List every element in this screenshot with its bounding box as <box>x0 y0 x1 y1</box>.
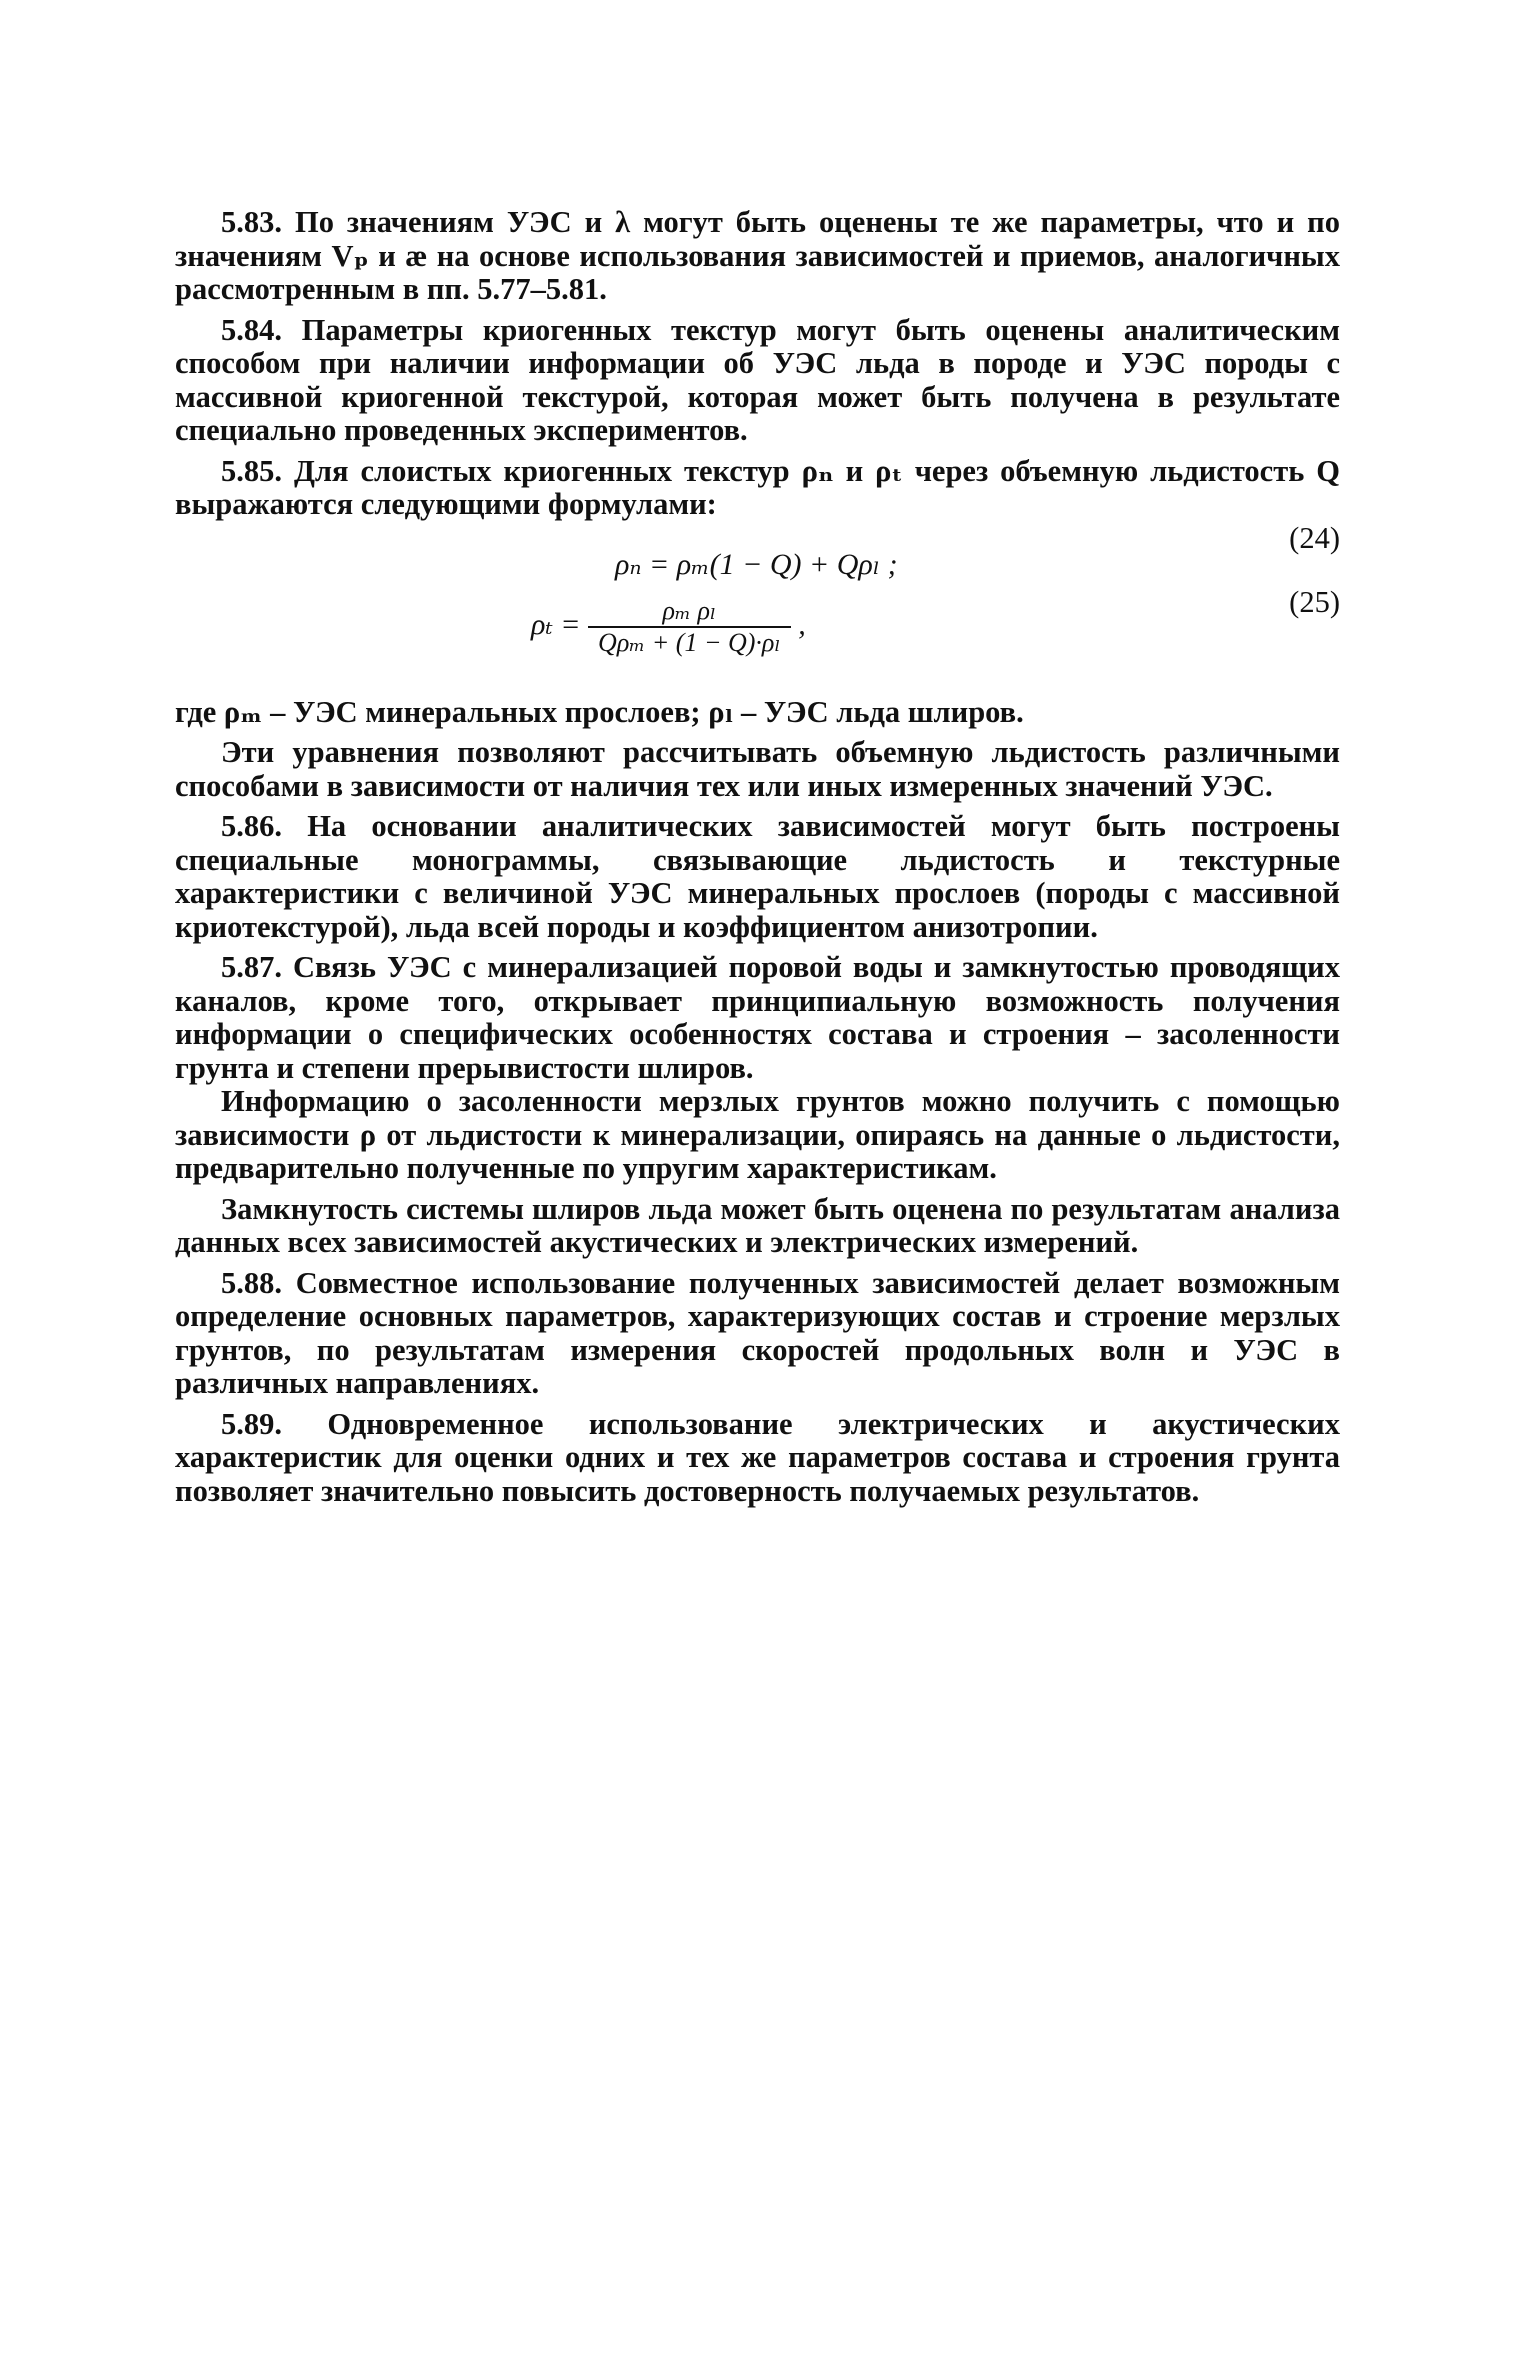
equation-number-25: (25) <box>1289 584 1340 619</box>
formula-25-numerator: ρₘ ρₗ <box>588 596 791 628</box>
paragraph-5-85: 5.85. Для слоистых криогенных текстур ρₙ и ρₜ через объемную льдистость Q выражаются следующими формулами: <box>175 453 1340 521</box>
paragraph-5-87: 5.87. Связь УЭС с минерализацией поровой воды и замкнутостью проводящих каналов, кроме того, открывает принципиальную возможность получения информации о специфических особенностях состава и строения – засоленности грунта и степени прерывистости шлиров. <box>175 950 1340 1085</box>
formula-25-tail: , <box>798 607 806 641</box>
paragraph-5-86: 5.86. На основании аналитических зависимостей могут быть построены специальные монограммы, связывающие льдистость и текстурные характеристики с величиной УЭС минеральных прослоев (породы с массивной криотекстурой), льда всей породы и коэффициентом анизотропии. <box>175 809 1340 944</box>
paragraph-5-89: 5.89. Одновременное использование электрических и акустических характеристик для оценки одних и тех же параметров состава и строения грунта позволяет значительно повысить достоверность получаемых результатов. <box>175 1406 1340 1508</box>
paragraph-5-83: 5.83. По значениям УЭС и λ могут быть оценены те же параметры, что и по значениям Vₚ и æ на основе использования зависимостей и приемов, аналогичных рассмотренным в пп. 5.77–5.81. <box>175 205 1340 306</box>
paragraph-salinity: Информацию о засоленности мерзлых грунтов можно получить с помощью зависимости ρ от льдистости к минерализации, опираясь на данные о льдистости, предварительно полученные по упругим характеристикам. <box>175 1084 1340 1185</box>
equation-number-24: (24) <box>1289 520 1340 555</box>
formula-24: ρₙ = ρₘ(1 − Q) + Qρₗ ; <box>615 547 898 581</box>
formula-25-lhs: ρₜ = <box>531 607 581 641</box>
formula-25-denominator: Qρₘ + (1 − Q)·ρₗ <box>598 627 781 657</box>
paragraph-closure: Замкнутость системы шлиров льда может быть оценена по результатам анализа данных всех зависимостей акустических и электрических измерений. <box>175 1191 1340 1259</box>
paragraph-equations-note: Эти уравнения позволяют рассчитывать объемную льдистость различными способами в зависимости от наличия тех или иных измеренных значений УЭС. <box>175 735 1340 803</box>
formula-25-fraction <box>588 596 791 658</box>
text-block <box>175 206 1340 1508</box>
paragraph-5-88: 5.88. Совместное использование полученных зависимостей делает возможным определение основных параметров, характеризующих состав и строение мерзлых грунтов, по результатам измерения скоростей продольных волн и УЭС в различных направлениях. <box>175 1265 1340 1400</box>
paragraph-where: где ρₘ – УЭС минеральных прослоев; ρₗ – УЭС льда шлиров. <box>175 694 1024 729</box>
formula-25 <box>531 596 806 658</box>
paragraph-5-84: 5.84. Параметры криогенных текстур могут быть оценены аналитическим способом при наличии информации об УЭС льда в породе и УЭС породы с массивной криогенной текстурой, которая может быть получена в результате специально проведенных экспериментов. <box>175 312 1340 447</box>
formula-area <box>175 522 1340 682</box>
